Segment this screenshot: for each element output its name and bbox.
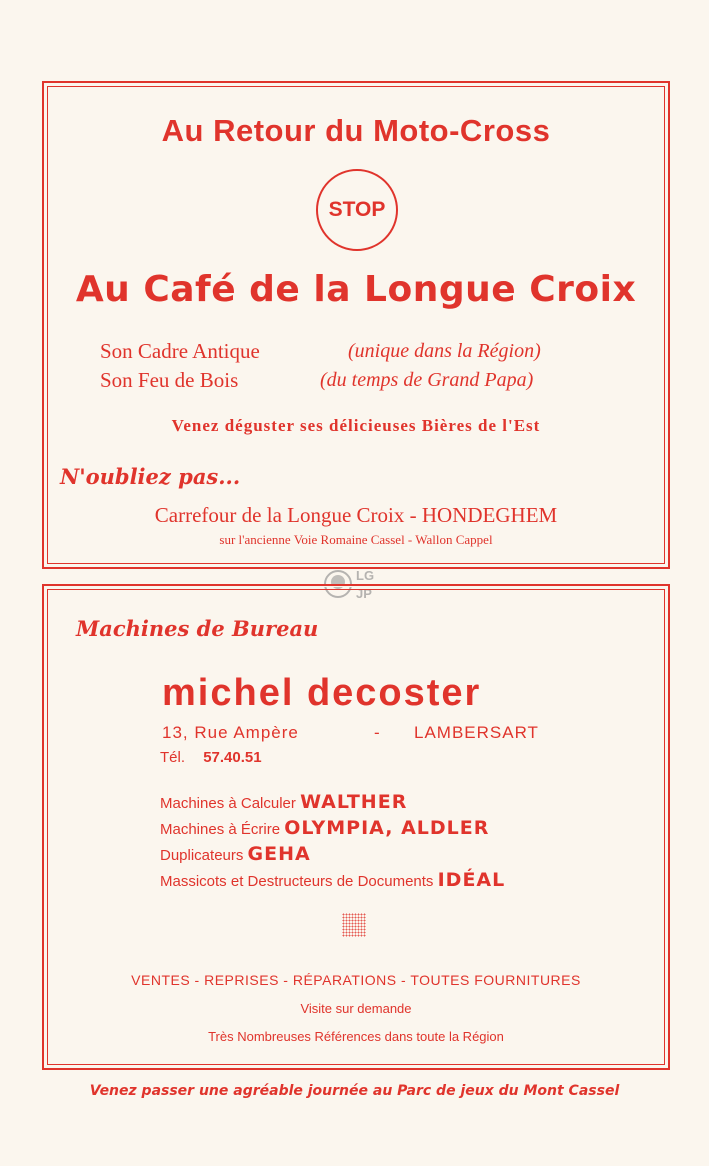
stop-sign-text: STOP: [328, 198, 386, 221]
visit-line: Visite sur demande: [300, 1001, 412, 1016]
company-phone: [160, 749, 262, 766]
archive-stamp-text-top: LG: [356, 568, 375, 583]
phone-number: 57.40.51: [203, 749, 262, 766]
product-brand: IDÉAL: [437, 869, 506, 891]
cafe-feature-1: Son Cadre Antique: [100, 339, 260, 363]
cafe-advert-inner-border: [47, 86, 665, 564]
cafe-location: Carrefour de la Longue Croix - HONDEGHEM: [154, 503, 558, 527]
product-label: Machines à Écrire: [160, 821, 281, 838]
office-machines-advert: [42, 584, 670, 1070]
company-name: michel decoster: [162, 672, 482, 714]
cafe-heading: Au Retour du Moto-Cross: [161, 113, 551, 148]
references-line: Très Nombreuses Références dans toute la Région: [208, 1029, 504, 1044]
product-line-1: [160, 791, 407, 813]
cafe-name: Au Café de la Longue Croix: [75, 269, 637, 310]
cafe-feature-2: Son Feu de Bois: [100, 368, 239, 392]
product-label: Duplicateurs: [160, 847, 244, 864]
product-brand: WALTHER: [300, 791, 408, 813]
product-brand: OLYMPIA, ALDLER: [284, 817, 490, 839]
product-label: Massicots et Destructeurs de Documents: [160, 873, 434, 890]
services-line: VENTES - REPRISES - RÉPARATIONS - TOUTES FOURNITURES: [131, 972, 581, 988]
address-separator: -: [374, 723, 381, 742]
cafe-feature-2-note: (du temps de Grand Papa): [320, 369, 534, 391]
cafe-location-note: sur l'ancienne Voie Romaine Cassel - Wallon Cappel: [219, 532, 493, 547]
product-line-4: [160, 869, 505, 891]
footer-invitation: Venez passer une agréable journée au Parc de jeux du Mont Cassel: [89, 1083, 620, 1099]
product-line-2: [160, 817, 489, 839]
cafe-invitation: Venez déguster ses délicieuses Bières de l'Est: [171, 416, 541, 435]
archive-stamp-text-bottom: JP: [356, 586, 372, 601]
product-line-3: [160, 843, 311, 865]
cafe-advert: [42, 81, 670, 569]
dot-pattern-icon: [342, 913, 366, 937]
cafe-feature-1-note: (unique dans la Région): [348, 340, 541, 362]
phone-label: Tél.: [160, 749, 186, 766]
company-city: LAMBERSART: [414, 723, 539, 742]
company-street: 13, Rue Ampère: [162, 723, 299, 742]
stop-sign-icon: [316, 169, 398, 251]
office-category: Machines de Bureau: [76, 616, 319, 641]
product-brand: GEHA: [247, 843, 311, 865]
product-label: Machines à Calculer: [160, 795, 296, 812]
cafe-reminder: N'oubliez pas...: [60, 464, 241, 489]
